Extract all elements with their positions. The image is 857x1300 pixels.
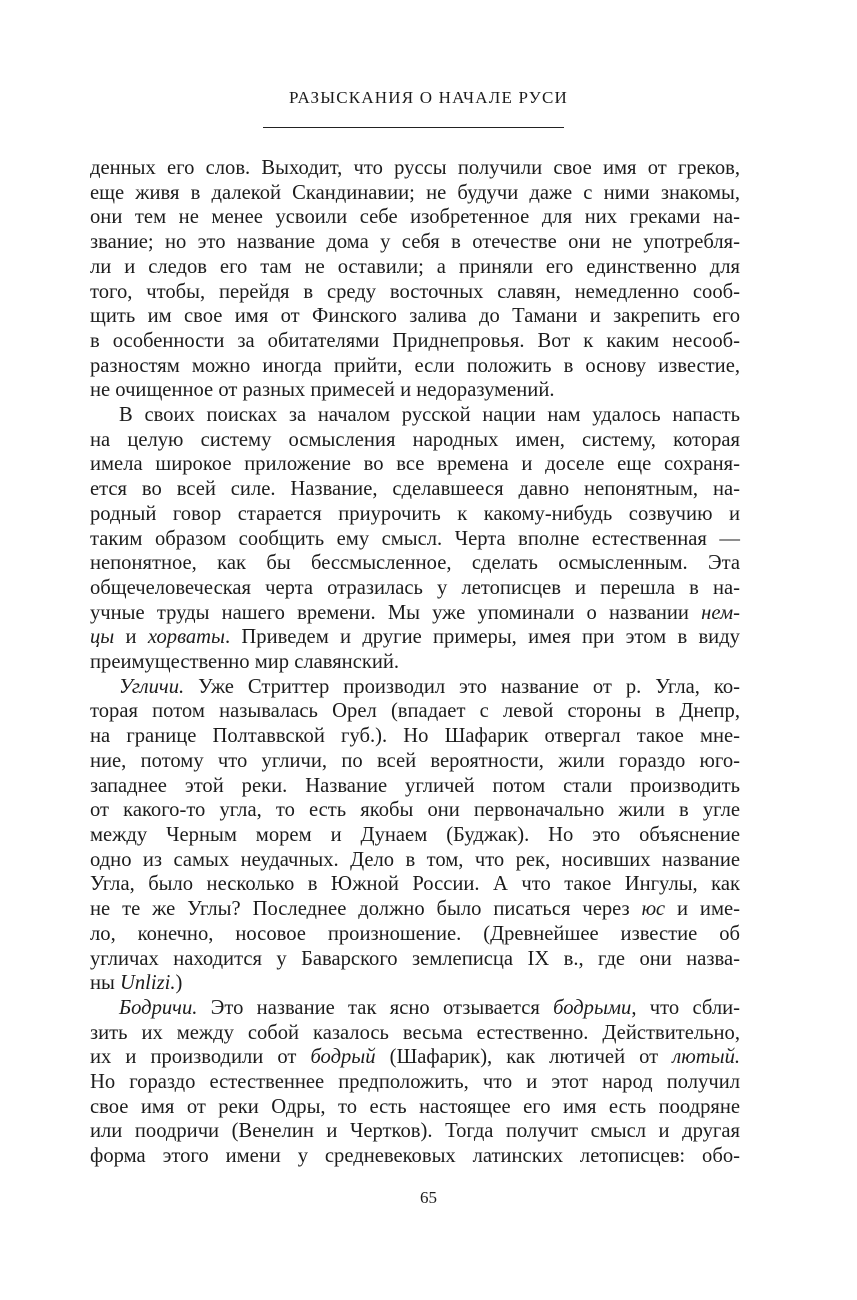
italic-term: хорваты — [147, 626, 225, 649]
text-run: торая потом называлась Орел (впадает с левой стороны в Днепр, — [90, 700, 740, 723]
text-line — [90, 527, 740, 552]
text-line — [90, 650, 740, 675]
text-line — [90, 971, 740, 996]
italic-term: лютый. — [672, 1046, 741, 1069]
text-line — [90, 699, 740, 724]
text-run: щить им свое имя от Финского залива до Тамани и закрепить его — [90, 305, 740, 328]
text-line — [90, 551, 740, 576]
text-line — [90, 230, 740, 255]
text-line — [90, 724, 740, 749]
italic-term: Unlizi. — [120, 972, 176, 995]
text-run: еще живя в далекой Скандинавии; не будучи даже с ними знакомы, — [90, 181, 740, 204]
text-run: от какого-то угла, то есть якобы они первоначально жили в угле — [90, 799, 740, 822]
running-head: РАЗЫСКАНИЯ О НАЧАЛЕ РУСИ — [288, 88, 569, 107]
text-line — [90, 452, 740, 477]
text-run: ние, потому что угличи, по всей вероятности, жили гораздо юго- — [90, 749, 740, 772]
text-run: , что сбли- — [631, 996, 741, 1019]
italic-term: бодрый — [310, 1046, 376, 1069]
text-line — [90, 848, 740, 873]
text-run: разностям можно иногда прийти, если положить в основу известие, — [90, 354, 740, 377]
text-run: зить их между собой казалось весьма естественно. Действительно, — [90, 1021, 740, 1044]
italic-term: Бодричи. — [119, 996, 198, 1019]
text-line — [90, 1045, 740, 1070]
italic-term: юс — [641, 898, 666, 921]
text-run: ло, конечно, носовое произношение. (Древнейшее известие об — [90, 922, 740, 945]
italic-term: нем- — [701, 601, 740, 624]
text-run: или поодричи (Венелин и Чертков). Тогда получит смысл и другая — [90, 1120, 740, 1143]
text-line — [90, 774, 740, 799]
italic-term: цы — [90, 626, 115, 649]
text-run: на границе Полтаввской губ.). Но Шафарик отвергал такое мне- — [90, 725, 740, 748]
text-line — [90, 1095, 740, 1120]
text-line — [90, 996, 740, 1021]
text-run: не те же Углы? Последнее должно было писаться через — [90, 898, 642, 921]
text-line — [90, 1119, 740, 1144]
text-run: ны — [90, 972, 121, 995]
text-run: общечеловеческая черта отразилась у летописцев и перешла в на- — [90, 576, 740, 599]
header-rule — [263, 127, 564, 128]
text-line — [90, 403, 740, 428]
italic-term: Угличи. — [119, 675, 185, 698]
text-run: не очищенное от разных примесей и недоразумений. — [90, 379, 555, 402]
text-run: Но гораздо естественнее предположить, что и этот народ получил — [90, 1071, 740, 1094]
text-line — [90, 304, 740, 329]
text-line — [90, 378, 740, 403]
text-run: между Черным морем и Дунаем (Буджак). Но это объяснение — [90, 823, 740, 846]
text-run: ется во всей силе. Название, сделавшееся давно непонятным, на- — [90, 478, 740, 501]
text-line — [90, 428, 740, 453]
text-line — [90, 205, 740, 230]
text-line — [90, 576, 740, 601]
text-line — [90, 823, 740, 848]
text-line — [90, 922, 740, 947]
body-text — [90, 156, 740, 1169]
text-line — [90, 947, 740, 972]
text-run: преимущественно мир славянский. — [90, 651, 400, 674]
text-line — [90, 181, 740, 206]
text-run: таким образом сообщить ему смысл. Черта вполне естественная — — [90, 527, 740, 550]
text-line — [90, 601, 740, 626]
text-line — [90, 502, 740, 527]
text-line — [90, 354, 740, 379]
text-line — [90, 1021, 740, 1046]
text-run: того, чтобы, перейдя в среду восточных славян, немедленно сооб- — [90, 280, 740, 303]
text-run: непонятное, как бы бессмысленное, сделать осмысленным. Эта — [90, 552, 740, 575]
italic-term: бодрыми — [553, 996, 632, 1019]
text-run: в особенности за обитателями Приднепровья. Вот к каким несооб- — [90, 329, 740, 352]
text-line — [90, 156, 740, 181]
text-line — [90, 1144, 740, 1169]
text-run: денных его слов. Выходит, что руссы получили свое имя от греков, — [90, 157, 740, 179]
text-line — [90, 749, 740, 774]
text-run: одно из самых неудачных. Дело в том, что рек, носивших название — [90, 848, 740, 871]
text-run: форма этого имени у средневековых латинских летописцев: обо- — [90, 1145, 740, 1168]
text-run: В своих поисках за началом русской нации нам удалось напасть — [119, 404, 740, 427]
text-line — [90, 329, 740, 354]
text-run: Уже Стриттер производил это название от р. Угла, ко- — [184, 675, 740, 698]
text-line — [90, 1070, 740, 1095]
text-run: на целую систему осмысления народных имен, систему, которая — [90, 428, 740, 451]
text-line — [90, 255, 740, 280]
text-line — [90, 477, 740, 502]
text-run: родный говор старается приурочить к какому-нибудь созвучию и — [90, 502, 740, 525]
text-run: свое имя от реки Одры, то есть настоящее его имя есть поодряне — [90, 1095, 740, 1118]
text-line — [90, 798, 740, 823]
text-run: угличах находится у Баварского землеписца IX в., где они назва- — [90, 947, 740, 970]
page-number: 65 — [420, 1188, 437, 1207]
text-line — [90, 280, 740, 305]
text-run: их и производили от — [90, 1046, 311, 1069]
text-run: . Приведем и другие примеры, имея при этом в виду — [224, 626, 740, 649]
text-run: ) — [175, 972, 183, 995]
text-line — [90, 897, 740, 922]
text-run: Это название так ясно отзывается — [197, 996, 554, 1019]
text-run: западнее этой реки. Название угличей потом стали производить — [90, 774, 740, 797]
text-run: имела широкое приложение во все времена и доселе еще сохраня- — [90, 453, 740, 476]
text-run: звание; но это название дома у себя в отечестве они не употребля- — [90, 231, 740, 254]
text-line — [90, 872, 740, 897]
text-run: учные труды нашего времени. Мы уже упоминали о названии — [90, 601, 702, 624]
text-run: (Шафарик), как лютичей от — [375, 1046, 673, 1069]
text-run: Угла, было несколько в Южной России. А что такое Ингулы, как — [90, 873, 740, 896]
text-run: и — [114, 626, 148, 649]
text-run: они тем не менее усвоили себе изобретенное для них греками на- — [90, 206, 740, 229]
text-run: ли и следов его там не оставили; а приняли его единственно для — [90, 255, 740, 278]
text-line — [90, 675, 740, 700]
text-line — [90, 625, 740, 650]
text-run: и име- — [665, 898, 740, 921]
